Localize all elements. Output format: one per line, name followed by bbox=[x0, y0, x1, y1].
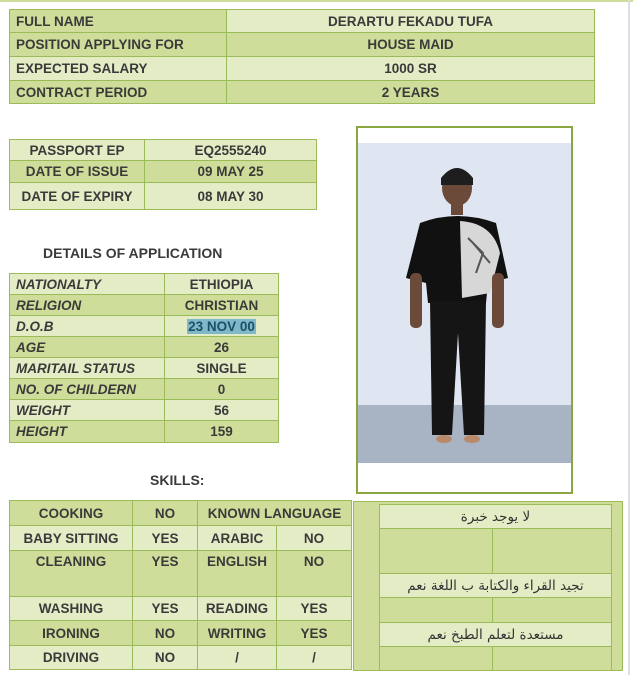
table-row bbox=[10, 274, 279, 295]
applicant-photo bbox=[358, 143, 571, 463]
skill-cleaning: CLEANING bbox=[10, 551, 133, 597]
passport-label: PASSPORT EP bbox=[10, 140, 145, 161]
children-value: 0 bbox=[165, 379, 279, 400]
table-row bbox=[10, 81, 595, 104]
nationality-label: NATIONALTY bbox=[10, 274, 165, 295]
language-blank-1: / bbox=[198, 646, 277, 670]
skill-cleaning-value: YES bbox=[133, 551, 198, 597]
language-arabic: ARABIC bbox=[198, 526, 277, 551]
page-edge-divider bbox=[628, 0, 630, 675]
arabic-cooking-note: مستعدة لتعلم الطبخ نعم bbox=[380, 623, 612, 647]
table-row bbox=[10, 621, 352, 646]
expiry-date-label: DATE OF EXPIRY bbox=[10, 183, 145, 210]
dob-value-cell bbox=[165, 316, 279, 337]
religion-label: RELIGION bbox=[10, 295, 165, 316]
table-row bbox=[10, 337, 279, 358]
children-label: NO. OF CHILDERN bbox=[10, 379, 165, 400]
height-label: HEIGHT bbox=[10, 421, 165, 443]
skill-driving-value: NO bbox=[133, 646, 198, 670]
salary-label: EXPECTED SALARY bbox=[10, 57, 227, 81]
table-row bbox=[10, 526, 352, 551]
table-row bbox=[380, 574, 612, 598]
skills-table bbox=[9, 500, 352, 670]
position-value: HOUSE MAID bbox=[227, 33, 595, 57]
age-value: 26 bbox=[165, 337, 279, 358]
table-row bbox=[10, 140, 317, 161]
skill-washing: WASHING bbox=[10, 597, 133, 621]
language-english-value: NO bbox=[277, 551, 352, 597]
height-value: 159 bbox=[165, 421, 279, 443]
language-english: ENGLISH bbox=[198, 551, 277, 597]
arabic-notes-table bbox=[379, 504, 612, 671]
skill-baby-sitting: BABY SITTING bbox=[10, 526, 133, 551]
full-name-label: FULL NAME bbox=[10, 10, 227, 33]
table-row bbox=[10, 421, 279, 443]
arabic-empty-cell bbox=[493, 529, 612, 574]
table-row bbox=[10, 33, 595, 57]
skill-driving: DRIVING bbox=[10, 646, 133, 670]
details-table bbox=[9, 273, 279, 443]
arabic-empty-cell bbox=[493, 598, 612, 623]
religion-value: CHRISTIAN bbox=[165, 295, 279, 316]
top-border-decoration bbox=[0, 0, 633, 6]
nationality-value: ETHIOPIA bbox=[165, 274, 279, 295]
marital-status-value: SINGLE bbox=[165, 358, 279, 379]
skill-baby-sitting-value: YES bbox=[133, 526, 198, 551]
arabic-empty-cell bbox=[380, 529, 493, 574]
skill-ironing-value: NO bbox=[133, 621, 198, 646]
arabic-notes-panel bbox=[353, 501, 623, 671]
contract-value: 2 YEARS bbox=[227, 81, 595, 104]
language-writing: WRITING bbox=[198, 621, 277, 646]
table-row bbox=[10, 316, 279, 337]
language-writing-value: YES bbox=[277, 621, 352, 646]
issue-date-value: 09 MAY 25 bbox=[145, 161, 317, 183]
skill-cooking: COOKING bbox=[10, 501, 133, 526]
skill-washing-value: YES bbox=[133, 597, 198, 621]
table-row bbox=[10, 379, 279, 400]
table-row bbox=[10, 161, 317, 183]
arabic-reading-writing-note: تجيد القراء والكتابة ب اللغة نعم bbox=[380, 574, 612, 598]
language-arabic-value: NO bbox=[277, 526, 352, 551]
table-row bbox=[10, 551, 352, 597]
skill-cooking-value: NO bbox=[133, 501, 198, 526]
arabic-empty-cell bbox=[380, 647, 493, 671]
table-row bbox=[380, 623, 612, 647]
skill-ironing: IRONING bbox=[10, 621, 133, 646]
position-label: POSITION APPLYING FOR bbox=[10, 33, 227, 57]
arabic-empty-cell bbox=[380, 598, 493, 623]
dob-value-selected[interactable]: 23 NOV 00 bbox=[188, 318, 255, 334]
full-name-value: DERARTU FEKADU TUFA bbox=[227, 10, 595, 33]
contract-label: CONTRACT PERIOD bbox=[10, 81, 227, 104]
table-row bbox=[10, 57, 595, 81]
table-row bbox=[10, 358, 279, 379]
applicant-header-table bbox=[9, 9, 595, 104]
weight-value: 56 bbox=[165, 400, 279, 421]
expiry-date-value: 08 MAY 30 bbox=[145, 183, 317, 210]
passport-number: EQ2555240 bbox=[145, 140, 317, 161]
arabic-experience-note: لا يوجد خبرة bbox=[380, 505, 612, 529]
table-row bbox=[380, 505, 612, 529]
passport-table bbox=[9, 139, 317, 210]
table-row bbox=[380, 529, 612, 574]
table-row bbox=[10, 183, 317, 210]
language-blank-2: / bbox=[277, 646, 352, 670]
table-row bbox=[10, 400, 279, 421]
table-row bbox=[10, 501, 352, 526]
table-row bbox=[380, 647, 612, 671]
table-row bbox=[380, 598, 612, 623]
table-row bbox=[10, 646, 352, 670]
weight-label: WEIGHT bbox=[10, 400, 165, 421]
arabic-empty-cell bbox=[493, 647, 612, 671]
marital-status-label: MARITAIL STATUS bbox=[10, 358, 165, 379]
skills-section-title: SKILLS: bbox=[150, 472, 205, 488]
language-reading: READING bbox=[198, 597, 277, 621]
table-row bbox=[10, 10, 595, 33]
issue-date-label: DATE OF ISSUE bbox=[10, 161, 145, 183]
salary-value: 1000 SR bbox=[227, 57, 595, 81]
details-section-title: DETAILS OF APPLICATION bbox=[43, 245, 223, 261]
dob-label: D.O.B bbox=[10, 316, 165, 337]
table-row bbox=[10, 597, 352, 621]
language-reading-value: YES bbox=[277, 597, 352, 621]
age-label: AGE bbox=[10, 337, 165, 358]
applicant-photo-illustration bbox=[358, 143, 571, 463]
known-language-header: KNOWN LANGUAGE bbox=[198, 501, 352, 526]
table-row bbox=[10, 295, 279, 316]
